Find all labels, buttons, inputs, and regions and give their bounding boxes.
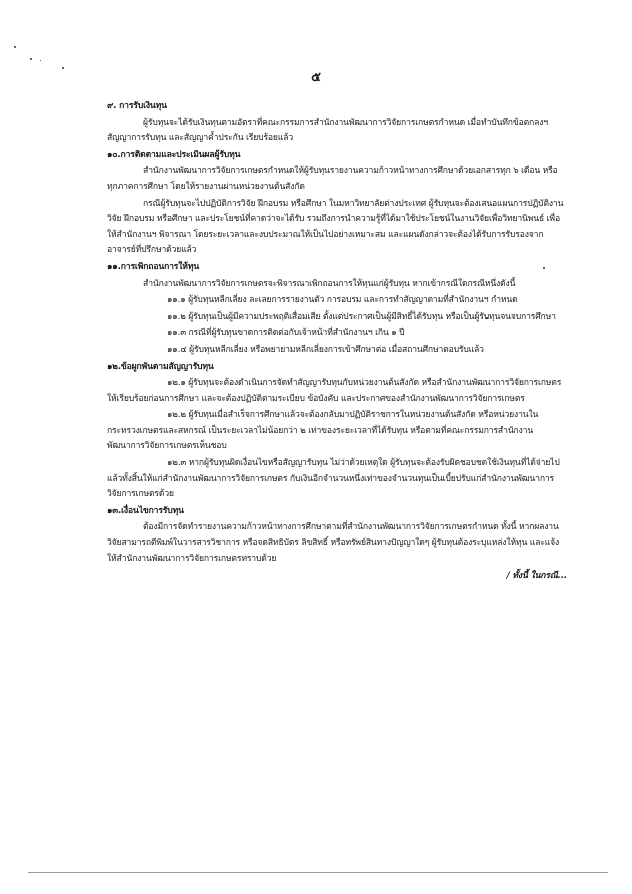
section-heading: ๑๑.การเพิกถอนการให้ทุน <box>107 261 200 272</box>
section-heading: ๙. การรับเงินทุน <box>107 101 167 111</box>
paragraph: กรณีผู้รับทุนจะไปปฏิบัติการวิจัย ฝึกอบรม หรือศึกษา ในมหาวิทยาลัยต่างประเทศ ผู้รับทุนจะต้องเสนอแผนการปฏิบัติงานวิจัย ฝึกอบรม หรือศึกษา และประโยชน์ที่คาดว่าจะได้รับ รวมถึงการนำความรู้ที่ได้มาใช้ประโยชน์ในงานวิจัยเพื่อวิทยานิพนธ์ เพื่อให้สำนักงานฯ พิจารณา โดยระยะเวลาและงบประมาณให้เป็นไปอย่างเหมาะสม และแผนดังกล่าวจะต้องได้รับการรับรองจากอาจารย์ที่ปรึกษาด้วยแล้ว <box>107 198 564 256</box>
section-heading: ๑๓.เงื่อนไขการรับทุน <box>107 505 184 516</box>
numbered-clause: ๑๑.๑ ผู้รับทุนหลีกเลี่ยง ละเลยการรายงานตัว การอบรม และการทำสัญญาตามที่สำนักงานฯ กำหนด <box>167 295 518 306</box>
section <box>107 504 567 567</box>
numbered-clause: ๑๑.๒ ผู้รับทุนเป็นผู้มีความประพฤติเสื่อมเสีย ตั้งแต่ประกาศเป็นผู้มีสิทธิ์ได้รับทุน หรือเป็นผู้รับทุนจนจบการศึกษา <box>167 311 556 322</box>
numbered-clause: ๑๒.๒ ผู้รับทุนเมื่อสำเร็จการศึกษาแล้วจะต้องกลับมาปฏิบัติราชการในหน่วยงานต้นสังกัด หรือหน่วยงานในกระทรวงเกษตรและสหกรณ์ เป็นระยะเวลาไม่น้อยกว่า ๒ เท่าของระยะเวลาที่ได้รับทุน หรือตามที่คณะกรรมการสำนักงานพัฒนาการวิจัยการเกษตรเห็นชอบ <box>107 410 539 452</box>
numbered-clause: ๑๑.๓ กรณีที่ผู้รับทุนขาดการติดต่อกับเจ้าหน้าที่สำนักงานฯ เกิน ๑ ปี <box>167 328 405 339</box>
document-body <box>107 99 567 585</box>
numbered-clause: ๑๒.๑ ผู้รับทุนจะต้องดำเนินการจัดทำสัญญารับทุนกับหน่วยงานต้นสังกัด หรือสำนักงานพัฒนาการวิจัยการเกษตรให้เรียบร้อยก่อนการศึกษา และจะต้องปฏิบัติตามระเบียบ ข้อบังคับ และประกาศของสำนักงานพัฒนาการวิจัยการเกษตร <box>107 378 562 404</box>
paragraph: สำนักงานพัฒนาการวิจัยการเกษตรจะพิจารณาเพิกถอนการให้ทุนแก่ผู้รับทุน หากเข้ากรณีใดกรณีหนึ่งดังนี้ <box>143 278 516 289</box>
bottom-rule <box>28 872 608 873</box>
paragraph: สำนักงานพัฒนาการวิจัยการเกษตรกำหนดให้ผู้รับทุนรายงานความก้าวหน้าทางการศึกษาด้วยเอกสารทุก ๖ เดือน หรือทุกภาคการศึกษา โดยให้รายงานผ่านหน่วยงานต้นสังกัด <box>107 166 558 192</box>
section-heading: ๑๐.การติดตามและประเมินผลผู้รับทุน <box>107 149 241 160</box>
section <box>107 148 567 259</box>
section <box>107 260 567 359</box>
continuation-note: / ทั้งนี้ ในกรณี... <box>506 571 567 582</box>
section <box>107 360 567 503</box>
section-heading: ๑๒.ข้อผูกพันตามสัญญารับทุน <box>107 361 214 372</box>
numbered-clause: ๑๒.๓ หากผู้รับทุนผิดเงื่อนไขหรือสัญญารับทุน ไม่ว่าด้วยเหตุใด ผู้รับทุนจะต้องรับผิดชอบชดใช้เงินทุนที่ได้จ่ายไปแล้วทั้งสิ้นให้แก่สำนักงานพัฒนาการวิจัยการเกษตร กับเงินอีกจำนวนหนึ่งเท่าของจำนวนทุนเป็นเบี้ยปรับแก่สำนักงานพัฒนาการวิจัยการเกษตรด้วย <box>107 458 560 500</box>
paragraph: ผู้รับทุนจะได้รับเงินทุนตามอัตราที่คณะกรรมการสำนักงานพัฒนาการวิจัยการเกษตรกำหนด เมื่อทำบันทึกข้อตกลงฯ สัญญาการรับทุน และสัญญาค้ำประกัน เรียบร้อยแล้ว <box>107 117 548 144</box>
scan-speck <box>14 46 16 48</box>
section <box>107 99 567 147</box>
scan-speck <box>40 60 41 61</box>
paragraph: ต้องมีการจัดทำรายงานความก้าวหน้าทางการศึกษาตามที่สำนักงานพัฒนาการวิจัยการเกษตรกำหนด ทั้งนี้ หากผลงานวิจัยสามารถตีพิมพ์ในวารสารวิชาการ หรือจดสิทธิบัตร ลิขสิทธิ์ หรือทรัพย์สินทางปัญญาใดๆ ผู้รับทุนต้องระบุแหล่งให้ทุน และแจ้งให้สำนักงานพัฒนาการวิจัยการเกษตรทราบด้วย <box>107 522 560 564</box>
page-number: ๕ <box>311 70 321 85</box>
scan-speck <box>30 58 32 60</box>
numbered-clause: ๑๑.๔ ผู้รับทุนหลีกเลี่ยง หรือพยายามหลีกเลี่ยงการเข้าศึกษาต่อ เมื่อสถานศึกษาตอบรับแล้ว <box>167 344 484 355</box>
